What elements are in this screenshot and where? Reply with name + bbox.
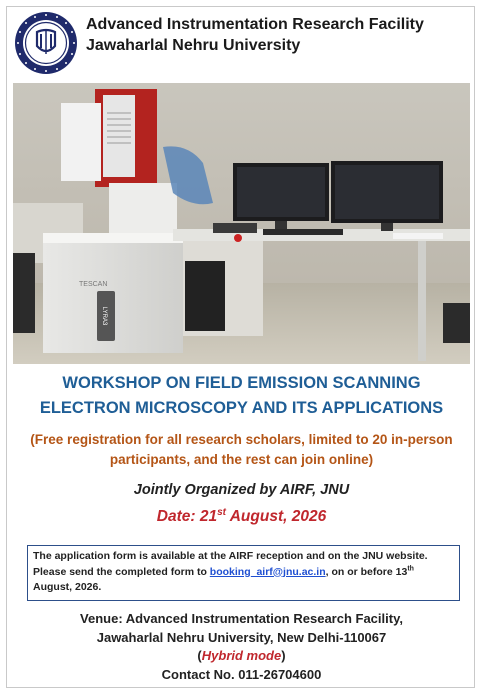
venue-mode [13, 647, 470, 666]
org-title [86, 14, 424, 56]
venue-line1: Venue: Advanced Instrumentation Research Facility, [80, 611, 403, 626]
registration-line2: participants, and the rest can join online) [109, 452, 374, 467]
mode-open: ( [197, 648, 202, 663]
info-line2-suffix: , on or before 13 [325, 565, 408, 578]
venue-line2: Jawaharlal Nehru University, New Delhi-110067 [96, 629, 387, 645]
workshop-title-line1: WORKSHOP ON FIELD EMISSION SCANNING [62, 374, 421, 392]
info-line2 [33, 565, 454, 581]
instrument-model-label: LYRA3 [101, 306, 107, 326]
organizer-line: Jointly Organized by AIRF, JNU [133, 482, 350, 498]
info-line2-sup: th [407, 565, 414, 572]
date-prefix: Date: 21 [156, 508, 218, 525]
date-rest: August, 2026 [226, 508, 327, 525]
jnu-logo-icon [13, 10, 79, 76]
instrument-brand-label: TESCAN [79, 281, 108, 288]
workshop-title [13, 371, 470, 421]
registration-line1: (Free registration for all research scholars, limited to 20 in-person [30, 432, 453, 447]
info-line2-prefix: Please send the completed form to [33, 565, 210, 578]
venue-block [13, 610, 470, 684]
contact-number: Contact No. 011-26704600 [161, 666, 322, 682]
date-suffix: st [217, 506, 226, 518]
event-date [13, 507, 470, 527]
info-line3: August, 2026. [33, 581, 102, 593]
org-name: Advanced Instrumentation Research Facility [86, 16, 424, 33]
application-info-box [27, 545, 460, 601]
info-line1: The application form is available at the AIRF reception and on the JNU website. [33, 550, 428, 562]
microscope-photo [13, 83, 470, 364]
university-name: Jawaharlal Nehru University [86, 37, 301, 54]
booking-email-link[interactable]: booking_airf@jnu.ac.in [209, 565, 326, 578]
workshop-title-line2: ELECTRON MICROSCOPY AND ITS APPLICATIONS [39, 399, 444, 417]
hybrid-mode-label: Hybrid mode [201, 648, 282, 663]
registration-note [13, 430, 470, 470]
mode-close: ) [281, 648, 286, 663]
